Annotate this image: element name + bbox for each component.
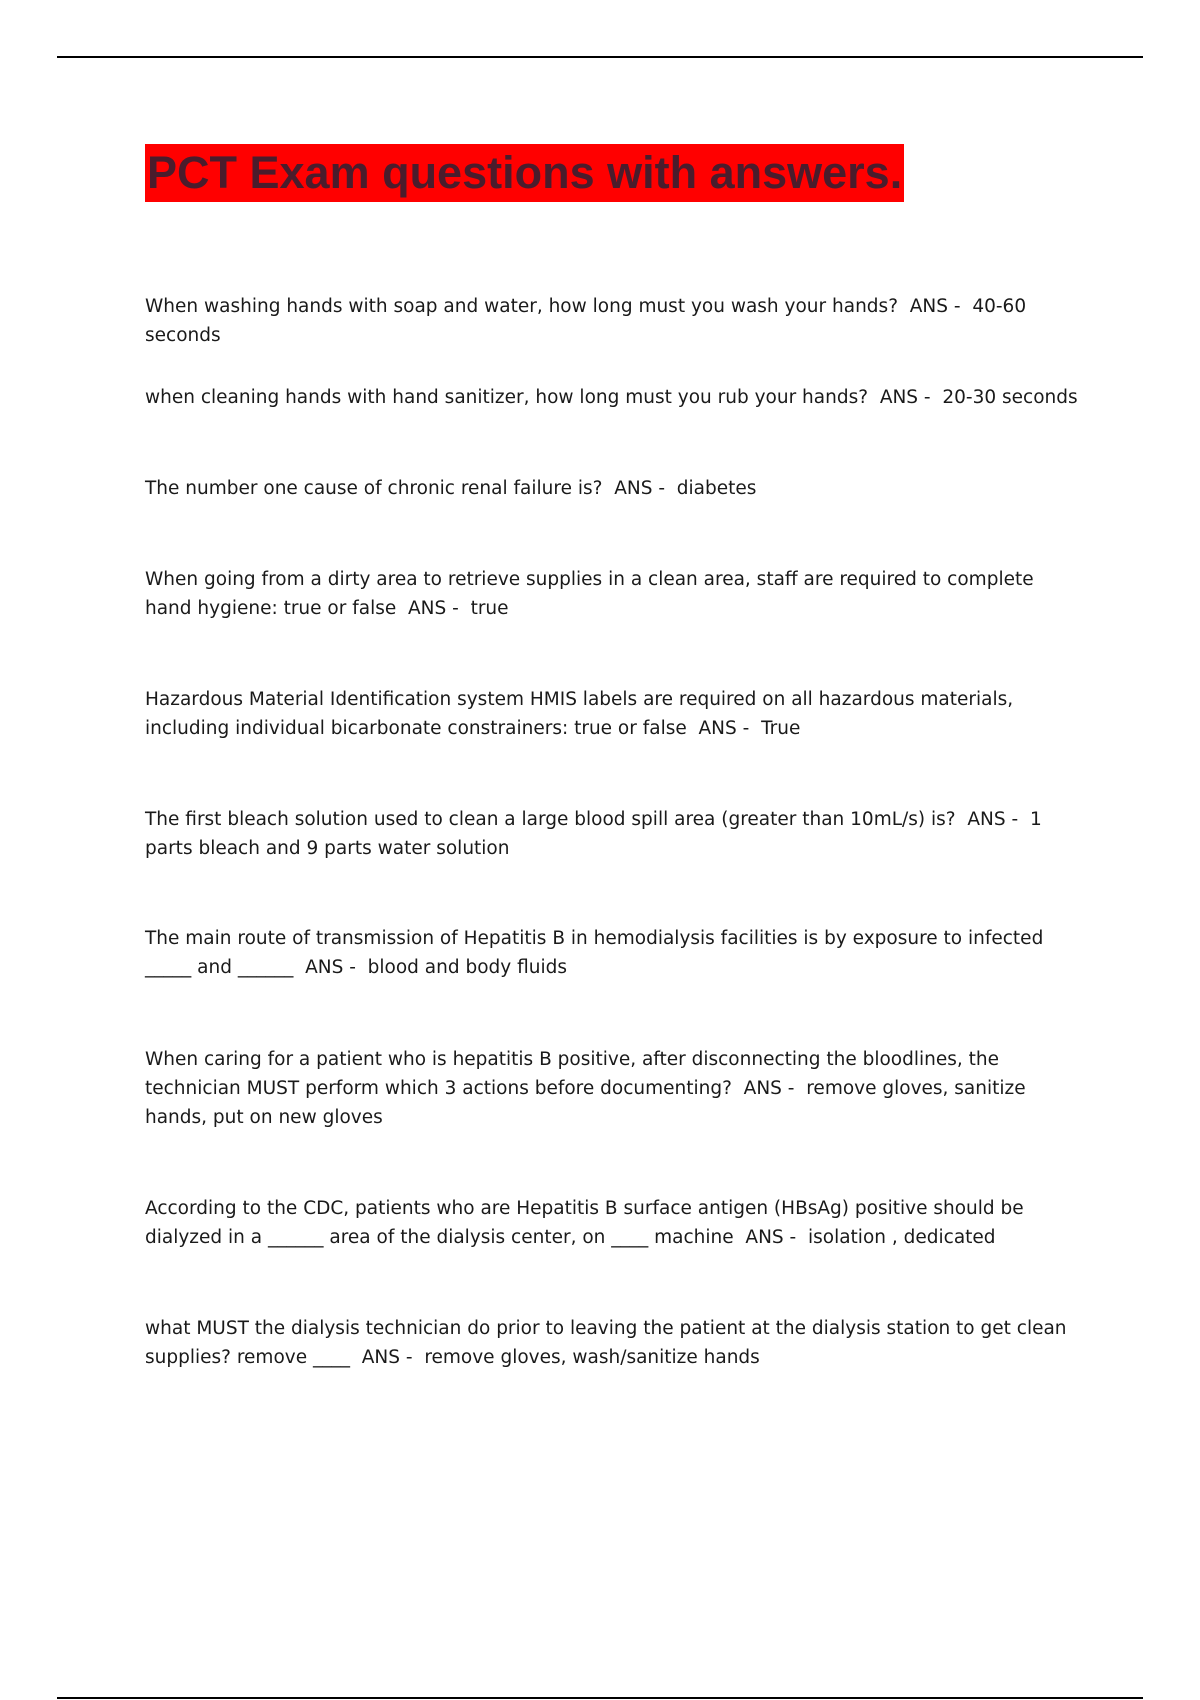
top-rule <box>57 56 1143 58</box>
answer-prefix: ANS - <box>698 718 750 739</box>
answer-text: remove gloves, sanitize hands, put on new gloves <box>145 1078 1026 1128</box>
answer-text: true <box>470 598 509 619</box>
question-text: When going from a dirty area to retrieve supplies in a clean area, staff are required to complete hand hygiene: true or false <box>145 569 1034 619</box>
answer-prefix: ANS - <box>743 1078 795 1099</box>
qa-item <box>145 383 1080 412</box>
question-text: The number one cause of chronic renal failure is? <box>145 478 603 499</box>
answer-prefix: ANS - <box>408 598 459 619</box>
qa-item <box>145 474 1080 503</box>
question-text: what MUST the dialysis technician do prior to leaving the patient at the dialysis station to get clean supplies? remove ____ <box>145 1318 1067 1368</box>
question-text: The first bleach solution used to clean a large blood spill area (greater than 10mL/s) is? <box>145 809 956 830</box>
answer-text: True <box>761 718 801 739</box>
answer-text: 20-30 seconds <box>942 387 1078 408</box>
title-block <box>145 144 904 202</box>
answer-prefix: ANS - <box>745 1227 797 1248</box>
question-text: When caring for a patient who is hepatitis B positive, after disconnecting the bloodlines, the technician MUST perform which 3 actions before documenting? <box>145 1049 1000 1099</box>
question-text: when cleaning hands with hand sanitizer, how long must you rub your hands? <box>145 387 869 408</box>
answer-prefix: ANS - <box>879 387 931 408</box>
qa-item <box>145 565 1080 623</box>
answer-text: remove gloves, wash/sanitize hands <box>424 1347 760 1368</box>
qa-item <box>145 1194 1080 1252</box>
qa-item <box>145 805 1080 863</box>
answer-text: 1 parts bleach and 9 parts water solution <box>145 809 1042 859</box>
answer-prefix: ANS - <box>305 957 356 978</box>
answer-text: diabetes <box>676 478 757 499</box>
qa-item <box>145 1045 1080 1132</box>
question-text: The main route of transmission of Hepatitis B in hemodialysis facilities is by exposure to infected _____ and ______ <box>145 928 1044 978</box>
question-text: According to the CDC, patients who are Hepatitis B surface antigen (HBsAg) positive should be dialyzed in a ______ area of the dialysis center, on ____ machine <box>145 1198 1024 1248</box>
qa-item <box>145 292 1080 350</box>
answer-prefix: ANS - <box>967 809 1019 830</box>
answer-text: isolation , dedicated <box>807 1227 996 1248</box>
answer-prefix: ANS - <box>614 478 665 499</box>
question-text: Hazardous Material Identification system HMIS labels are required on all hazardous materials, including individual bicarbonate constrainers: true or false <box>145 689 1014 739</box>
question-text: When washing hands with soap and water, how long must you wash your hands? <box>145 296 899 317</box>
answer-prefix: ANS - <box>909 296 961 317</box>
qa-item <box>145 685 1080 743</box>
qa-item <box>145 924 1080 982</box>
answer-text: blood and body fluids <box>367 957 568 978</box>
qa-item <box>145 1314 1080 1372</box>
answer-prefix: ANS - <box>361 1347 413 1368</box>
bottom-rule <box>57 1697 1143 1699</box>
page-title: PCT Exam questions with answers. <box>145 144 904 202</box>
answer-text: 40-60 seconds <box>145 296 1027 346</box>
